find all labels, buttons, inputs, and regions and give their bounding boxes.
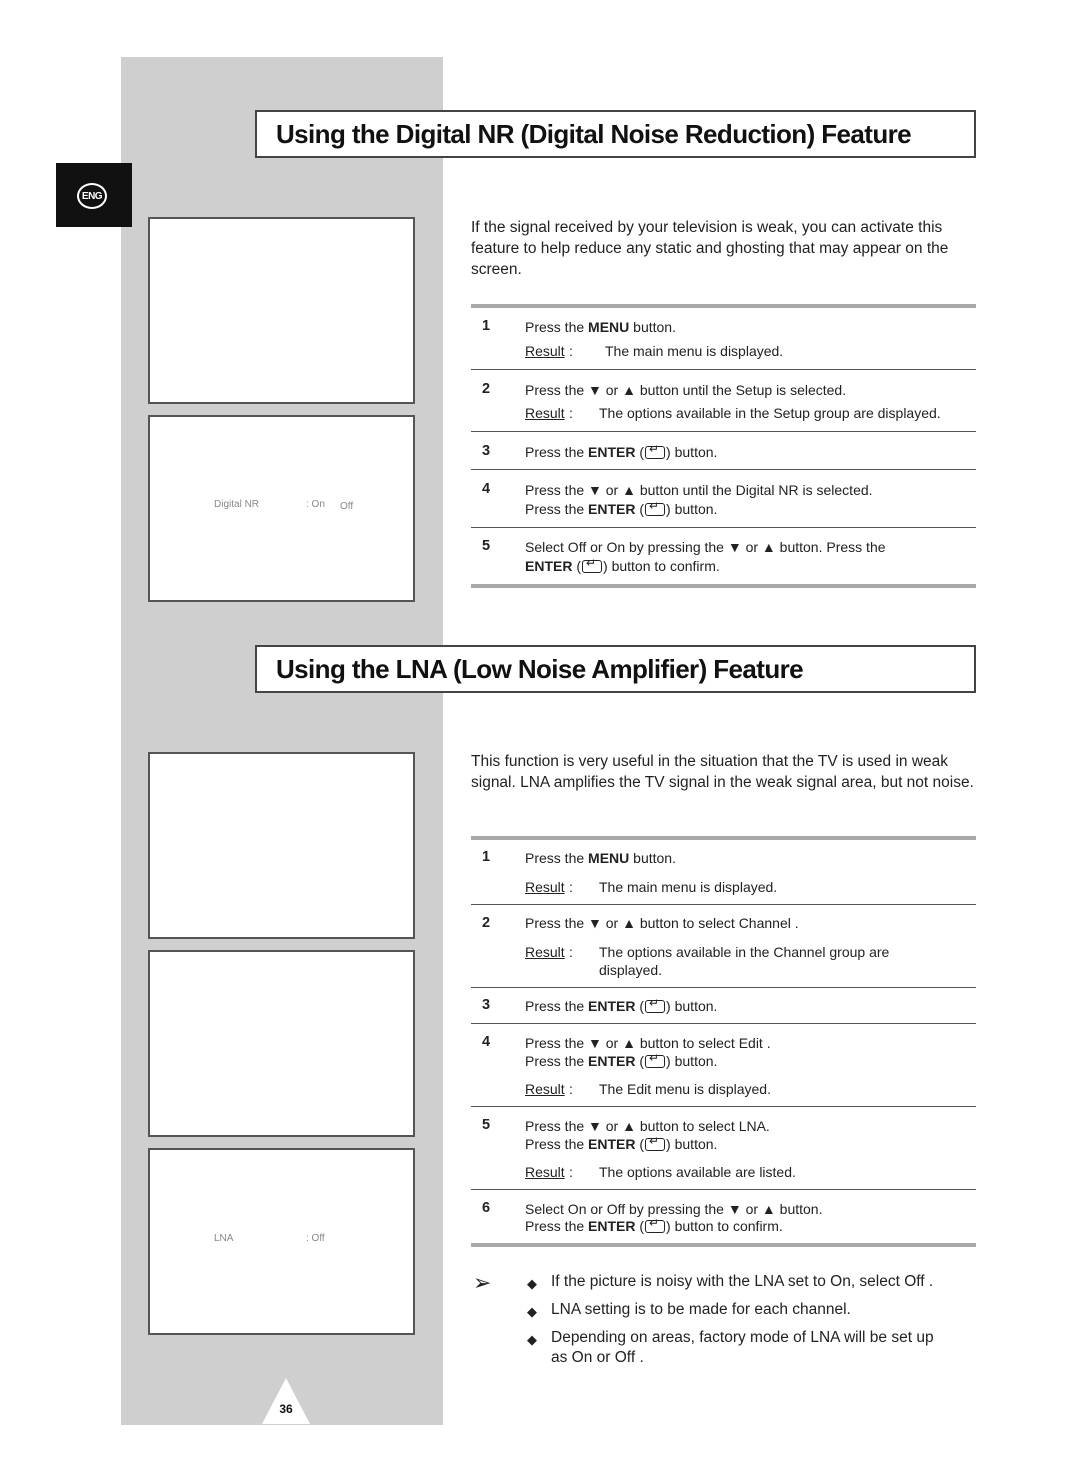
osd-value: : Off xyxy=(306,1233,325,1244)
step-text: Press the ▼ or ▲ button until the Digital NR is selected. xyxy=(525,482,873,498)
result-label: Result xyxy=(525,879,565,895)
step-text: Press the MENU button. xyxy=(525,850,676,866)
step-number: 3 xyxy=(482,997,491,1013)
osd-option: Off xyxy=(340,501,354,512)
enter-icon xyxy=(645,446,665,459)
intro-text: If the signal received by your television is weak, you can activate this feature to help reduce any static and ghosting that may appear on the screen. xyxy=(471,219,949,278)
divider xyxy=(471,527,976,528)
enter-icon xyxy=(582,560,602,573)
result-text: The options available in the Setup group are displayed. xyxy=(599,405,941,421)
step-text: Press the MENU button. xyxy=(525,319,676,335)
diamond-bullet-icon: ◆ xyxy=(527,1276,537,1291)
screen-illustration-4 xyxy=(148,950,415,1137)
divider xyxy=(471,1243,976,1247)
result-label: Result xyxy=(525,1164,565,1180)
enter-icon xyxy=(645,1000,665,1013)
result-text: The options available are listed. xyxy=(599,1164,796,1180)
osd-label: LNA xyxy=(214,1233,234,1244)
step-number: 3 xyxy=(482,443,491,459)
result-label: Result xyxy=(525,1081,565,1097)
result-text: The options available in the Channel group are xyxy=(599,944,890,960)
divider xyxy=(471,1189,976,1190)
step-number: 4 xyxy=(482,481,491,497)
step-text: Select On or Off by pressing the ▼ or ▲ button. xyxy=(525,1201,823,1217)
step-number: 1 xyxy=(482,849,491,865)
language-badge: ENG xyxy=(77,183,107,209)
osd-value: : On xyxy=(306,499,325,510)
result-text: The main menu is displayed. xyxy=(605,343,784,359)
step-number: 2 xyxy=(482,915,491,931)
section-title-digital-nr: Using the Digital NR (Digital Noise Reduction) Feature xyxy=(255,110,976,158)
screen-illustration-5 xyxy=(148,1148,415,1335)
divider xyxy=(471,1106,976,1107)
step-text: Press the ENTER ( ↵ ) button. xyxy=(525,501,717,517)
enter-icon xyxy=(645,1055,665,1068)
enter-icon xyxy=(645,1220,665,1233)
step-text: Press the ENTER ( ↵ ) button. xyxy=(525,1136,717,1152)
diamond-bullet-icon: ◆ xyxy=(527,1304,537,1319)
step-text: Press the ▼ or ▲ button to select Edit . xyxy=(525,1035,771,1051)
step-text: Press the ▼ or ▲ button to select Channel . xyxy=(525,915,799,931)
result-label: Result xyxy=(525,343,565,359)
divider xyxy=(471,987,976,988)
step-number: 2 xyxy=(482,381,491,397)
note-text: LNA setting is to be made for each channel. xyxy=(551,1301,851,1318)
osd-label: Digital NR xyxy=(214,499,260,510)
screen-illustration-2 xyxy=(148,415,415,602)
divider xyxy=(471,304,976,308)
result-text: The main menu is displayed. xyxy=(599,879,778,895)
divider xyxy=(471,431,976,432)
divider xyxy=(471,1023,976,1024)
result-label: Result xyxy=(525,405,565,421)
result-text: displayed. xyxy=(599,962,663,978)
enter-icon xyxy=(645,1138,665,1151)
divider xyxy=(471,904,976,905)
note-arrow-icon: ➢ xyxy=(473,1270,492,1295)
result-text: The Edit menu is displayed. xyxy=(599,1081,771,1097)
page-number: 36 xyxy=(279,1402,293,1416)
diamond-bullet-icon: ◆ xyxy=(527,1332,537,1347)
step-text: Press the ENTER ( ↵ ) button. xyxy=(525,444,717,460)
note-text: as On or Off . xyxy=(551,1349,644,1366)
step-text: Press the ENTER ( ↵ ) button. xyxy=(525,1053,717,1069)
screen-illustration-3 xyxy=(148,752,415,939)
step-number: 5 xyxy=(482,538,491,554)
step-text: Press the ▼ or ▲ button until the Setup is selected. xyxy=(525,382,847,398)
divider xyxy=(471,369,976,370)
step-text: Press the ENTER ( ↵ ) button. xyxy=(525,998,717,1014)
section-title-lna: Using the LNA (Low Noise Amplifier) Feature xyxy=(255,645,976,693)
step-number: 5 xyxy=(482,1117,491,1133)
step-text: Press the ENTER ( ↵ ) button to confirm. xyxy=(525,1218,783,1234)
divider xyxy=(471,584,976,588)
intro-text: This function is very useful in the situation that the TV is used in weak signal. LNA amplifies the TV signal in the weak signal area, but not noise. xyxy=(471,753,974,791)
step-number: 6 xyxy=(482,1200,491,1216)
step-number: 1 xyxy=(482,318,491,334)
note-text: If the picture is noisy with the LNA set to On, select Off . xyxy=(551,1273,934,1290)
step-text: ENTER ( ↵ ) button to confirm. xyxy=(525,558,720,574)
divider xyxy=(471,469,976,470)
note-text: Depending on areas, factory mode of LNA will be set up xyxy=(551,1329,934,1346)
result-label: Result xyxy=(525,944,565,960)
enter-icon xyxy=(645,503,665,516)
divider xyxy=(471,836,976,840)
step-text: Press the ▼ or ▲ button to select LNA. xyxy=(525,1118,770,1134)
step-number: 4 xyxy=(482,1034,491,1050)
page-number-tab xyxy=(262,1378,310,1424)
step-text: Select Off or On by pressing the ▼ or ▲ button. Press the xyxy=(525,539,886,555)
screen-illustration-1 xyxy=(148,217,415,404)
